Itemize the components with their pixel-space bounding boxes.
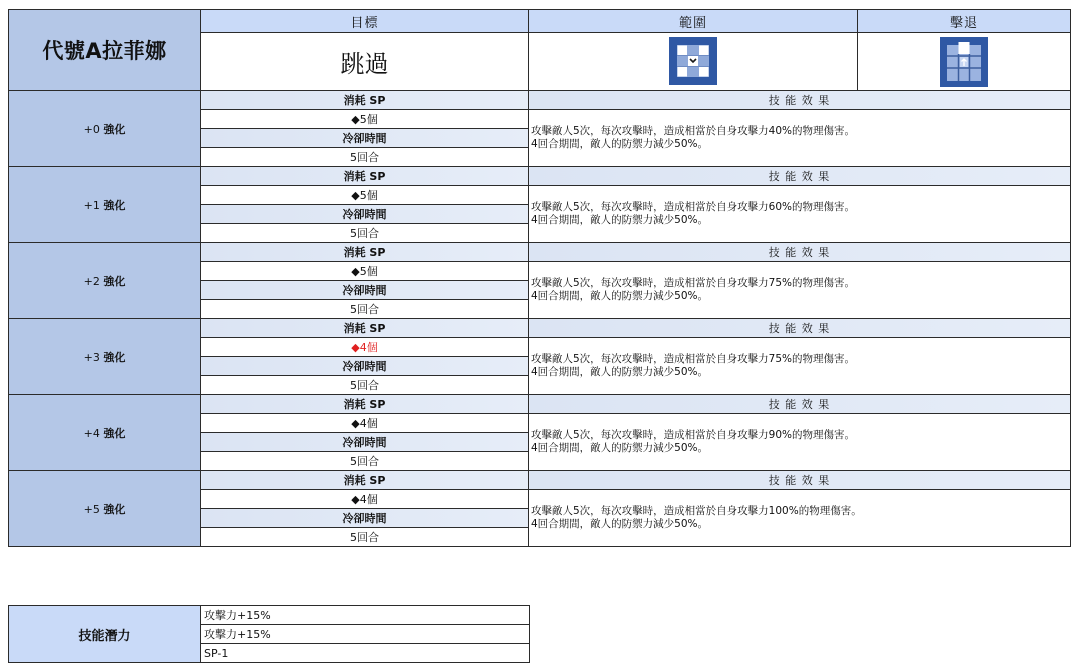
level-word: 強化	[103, 350, 126, 364]
level-block	[9, 395, 1071, 414]
potential-item: 攻擊力+15%	[201, 606, 530, 625]
level-word: 強化	[103, 426, 126, 440]
skill-effect-text	[529, 186, 1071, 243]
cooldown-value: 5回合	[201, 300, 529, 319]
level-block	[9, 91, 1071, 110]
level-number: +2	[83, 274, 100, 288]
level-label	[9, 243, 201, 319]
level-number: +3	[83, 350, 100, 364]
skill-table	[8, 9, 1071, 547]
level-block	[9, 243, 1071, 262]
sp-cost-value: ◆4個	[201, 338, 529, 357]
skill-effect-header: 技 能 效 果	[529, 395, 1071, 414]
cooldown-value: 5回合	[201, 452, 529, 471]
level-word: 強化	[103, 274, 126, 288]
skill-potential-table	[8, 605, 530, 663]
range-cell	[529, 33, 858, 91]
level-label	[9, 319, 201, 395]
knockback-grid-icon	[939, 37, 989, 87]
range-grid-icon	[668, 37, 718, 87]
sp-cost-value: ◆5個	[201, 262, 529, 281]
skill-effect-text	[529, 414, 1071, 471]
effect-line-damage: 攻擊敵人5次，每次攻擊時，造成相當於自身攻擊力60%的物理傷害。	[531, 201, 856, 213]
level-word: 強化	[103, 502, 126, 516]
skill-effect-text	[529, 262, 1071, 319]
skill-effect-header: 技 能 效 果	[529, 471, 1071, 490]
sp-cost-label: 消耗 SP	[201, 319, 529, 338]
sp-cost-value: ◆5個	[201, 186, 529, 205]
level-number: +1	[83, 198, 100, 212]
skill-effect-text	[529, 110, 1071, 167]
cooldown-label: 冷卻時間	[201, 357, 529, 376]
sp-cost-label: 消耗 SP	[201, 471, 529, 490]
cooldown-value: 5回合	[201, 528, 529, 547]
level-number: +0	[83, 122, 100, 136]
sp-cost-label: 消耗 SP	[201, 243, 529, 262]
sp-cost-label: 消耗 SP	[201, 395, 529, 414]
cooldown-value: 5回合	[201, 224, 529, 243]
sp-cost-label: 消耗 SP	[201, 91, 529, 110]
cooldown-label: 冷卻時間	[201, 509, 529, 528]
level-number: +5	[83, 502, 100, 516]
level-block	[9, 319, 1071, 338]
level-label	[9, 395, 201, 471]
knockback-header: 擊退	[858, 10, 1071, 33]
potential-item: SP-1	[201, 644, 530, 663]
range-header: 範圍	[529, 10, 858, 33]
skill-effect-header: 技 能 效 果	[529, 167, 1071, 186]
effect-line-debuff: 4回合期間，敵人的防禦力減少50%。	[531, 366, 709, 378]
cooldown-label: 冷卻時間	[201, 205, 529, 224]
cooldown-value: 5回合	[201, 376, 529, 395]
sp-cost-value: ◆5個	[201, 110, 529, 129]
skill-effect-header: 技 能 效 果	[529, 319, 1071, 338]
cooldown-value: 5回合	[201, 148, 529, 167]
sp-cost-label: 消耗 SP	[201, 167, 529, 186]
cooldown-label: 冷卻時間	[201, 433, 529, 452]
level-label	[9, 91, 201, 167]
cooldown-label: 冷卻時間	[201, 129, 529, 148]
skill-effect-text	[529, 490, 1071, 547]
skill-effect-text	[529, 338, 1071, 395]
effect-line-damage: 攻擊敵人5次，每次攻擊時，造成相當於自身攻擊力90%的物理傷害。	[531, 429, 856, 441]
effect-line-debuff: 4回合期間，敵人的防禦力減少50%。	[531, 518, 709, 530]
sp-cost-value: ◆4個	[201, 490, 529, 509]
operator-name: 代號A拉菲娜	[9, 10, 201, 91]
level-block	[9, 471, 1071, 490]
level-block	[9, 167, 1071, 186]
cooldown-label: 冷卻時間	[201, 281, 529, 300]
level-label	[9, 167, 201, 243]
sp-cost-value: ◆4個	[201, 414, 529, 433]
effect-line-debuff: 4回合期間，敵人的防禦力減少50%。	[531, 138, 709, 150]
potential-item: 攻擊力+15%	[201, 625, 530, 644]
effect-line-damage: 攻擊敵人5次，每次攻擊時，造成相當於自身攻擊力40%的物理傷害。	[531, 125, 856, 137]
potential-title: 技能潛力	[9, 606, 201, 663]
skill-effect-header: 技 能 效 果	[529, 91, 1071, 110]
target-header: 目標	[201, 10, 529, 33]
effect-line-damage: 攻擊敵人5次，每次攻擊時，造成相當於自身攻擊力75%的物理傷害。	[531, 353, 856, 365]
effect-line-damage: 攻擊敵人5次，每次攻擊時，造成相當於自身攻擊力100%的物理傷害。	[531, 505, 862, 517]
level-number: +4	[83, 426, 100, 440]
effect-line-damage: 攻擊敵人5次，每次攻擊時，造成相當於自身攻擊力75%的物理傷害。	[531, 277, 856, 289]
skill-effect-header: 技 能 效 果	[529, 243, 1071, 262]
knockback-cell	[858, 33, 1071, 91]
effect-line-debuff: 4回合期間，敵人的防禦力減少50%。	[531, 442, 709, 454]
level-label	[9, 471, 201, 547]
effect-line-debuff: 4回合期間，敵人的防禦力減少50%。	[531, 290, 709, 302]
level-word: 強化	[103, 198, 126, 212]
level-word: 強化	[103, 122, 126, 136]
target-value: 跳過	[201, 33, 529, 91]
effect-line-debuff: 4回合期間，敵人的防禦力減少50%。	[531, 214, 709, 226]
